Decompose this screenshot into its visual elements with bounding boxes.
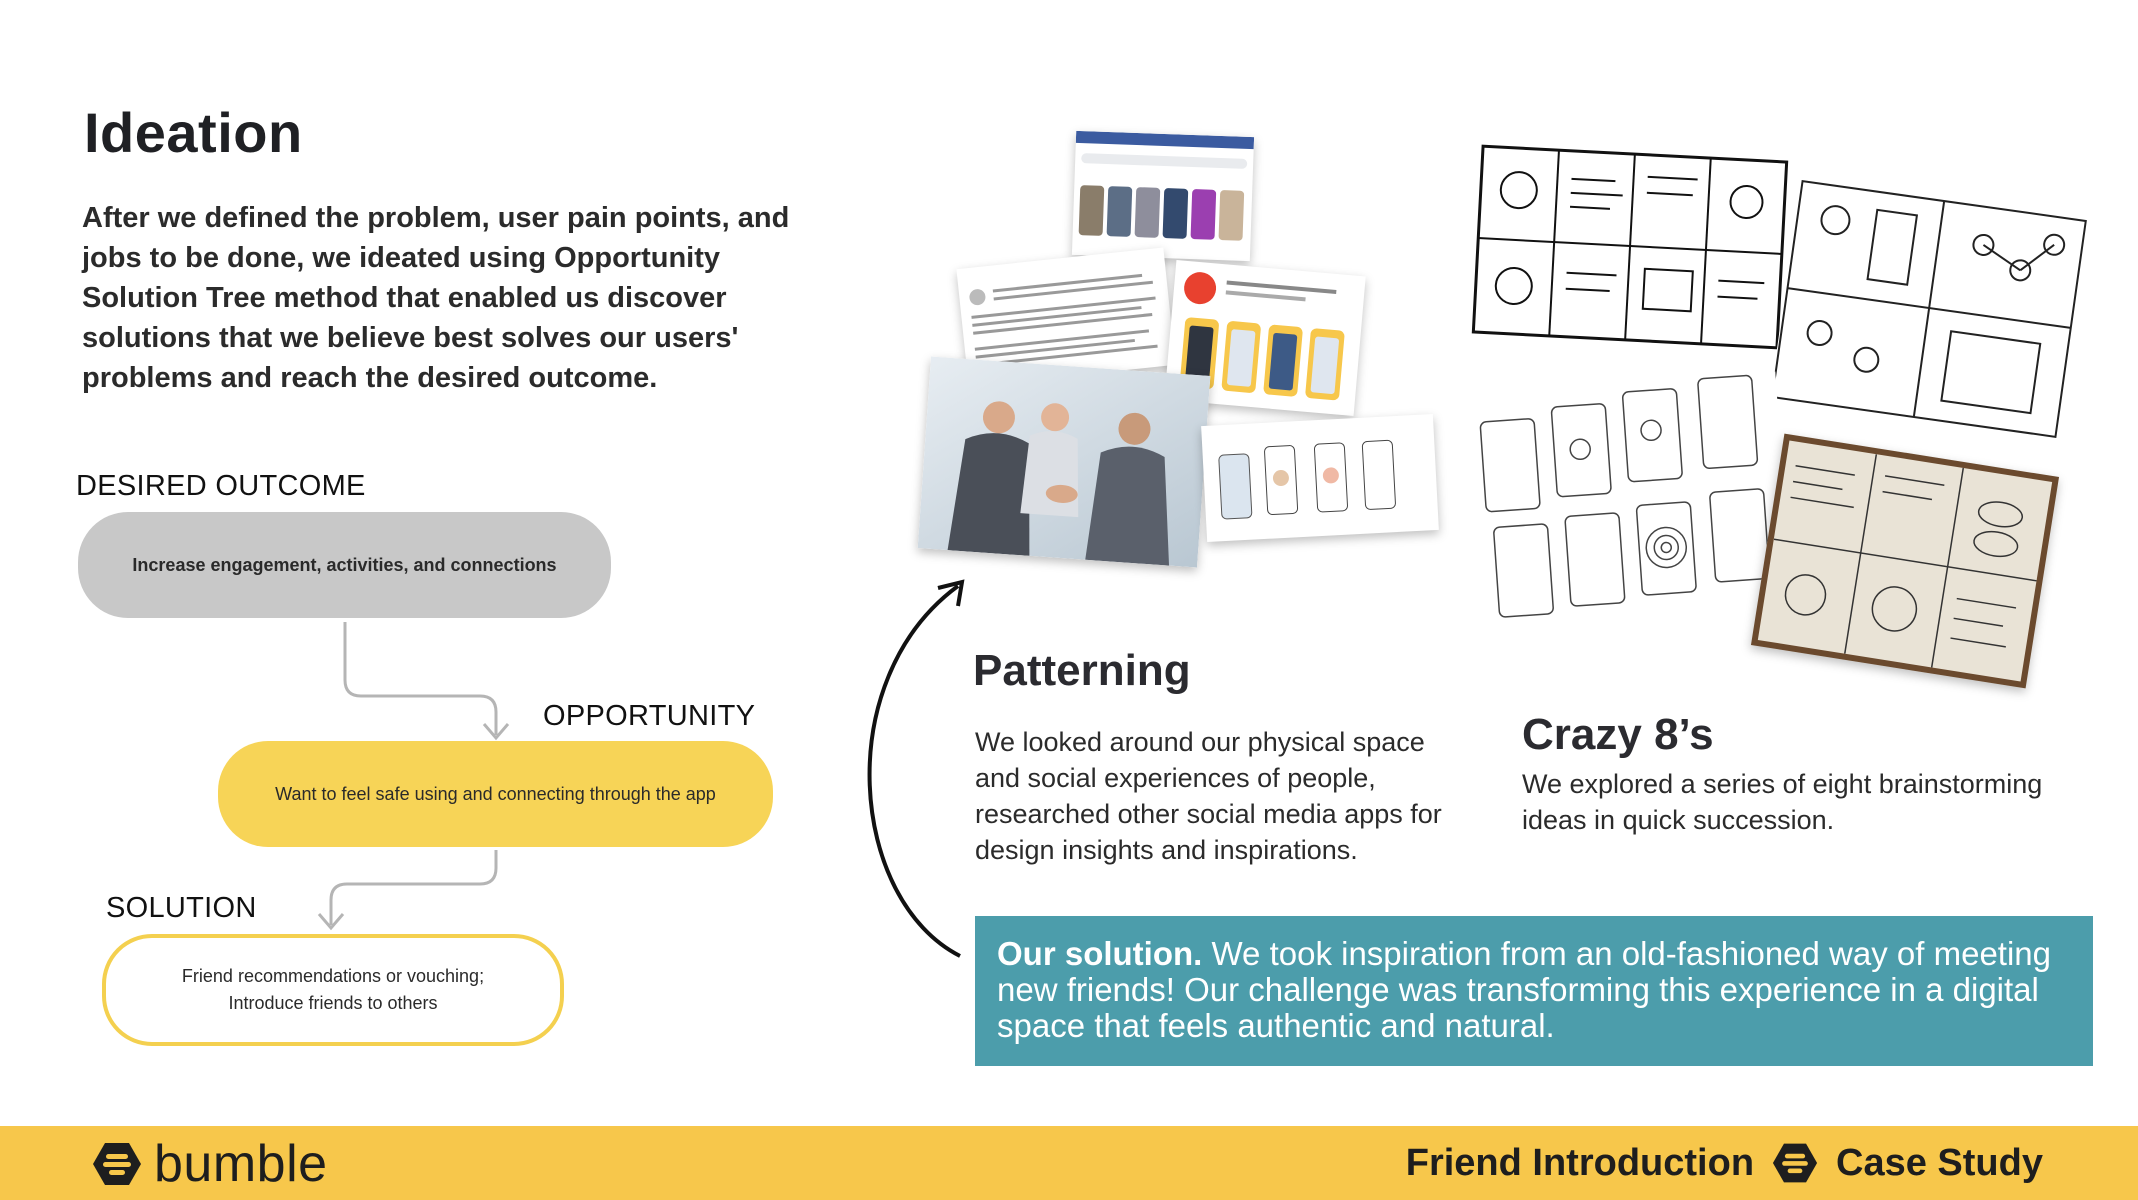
brand-name: bumble	[154, 1135, 328, 1193]
desired-outcome-text: Increase engagement, activities, and connections	[132, 554, 557, 575]
crazy8-heading: Crazy 8’s	[1522, 710, 1714, 759]
sketch-grid-image	[1471, 144, 1789, 350]
sketch-phones-image	[1466, 371, 1792, 632]
app-screens-image	[1201, 414, 1439, 542]
opportunity-text: Want to feel safe using and connecting through the app	[275, 783, 716, 804]
footer-bar	[0, 1126, 2138, 1200]
intro-paragraph: After we defined the problem, user pain points, and jobs to be done, we ideated using Opportunity Solution Tree method that enabled us discover solutions that we believe best solves our users' problems and reach the desired outcome.	[82, 202, 790, 394]
business-handshake-photo	[918, 356, 1211, 567]
footer-project-title	[1406, 1140, 2043, 1186]
desired-outcome-node	[78, 512, 611, 618]
bumble-hexagon-icon	[1772, 1140, 1818, 1186]
app-screens-screenshot	[1201, 414, 1439, 542]
bumble-hexagon-icon	[92, 1139, 142, 1189]
brand-logo	[92, 1134, 328, 1194]
crazy8-sketch-4	[1751, 434, 2059, 689]
solution-label: SOLUTION	[106, 892, 257, 924]
opportunity-label: OPPORTUNITY	[543, 700, 756, 732]
crazy8-description: We explored a series of eight brainstorming ideas in quick succession.	[1522, 769, 2043, 835]
sketch-paper-image	[1758, 440, 2052, 681]
footer-case-study: Case Study	[1836, 1141, 2043, 1184]
solution-callout-lead: Our solution.	[997, 935, 1203, 972]
patterning-description: We looked around our physical space and social experiences of people, researched other social media apps for design insights and inspirations.	[975, 727, 1442, 865]
page-title: Ideation	[84, 101, 303, 164]
facebook-screenshot	[1072, 131, 1254, 261]
crazy8-sketch-2	[1770, 179, 2088, 439]
solution-text-line2: Introduce friends to others	[228, 993, 438, 1013]
crazy8-sketch-3	[1466, 371, 1792, 632]
opportunity-node	[218, 741, 773, 847]
crazy8-sketch-1	[1471, 144, 1789, 350]
patterning-heading: Patterning	[973, 646, 1191, 695]
footer-project-name: Friend Introduction	[1405, 1141, 1755, 1184]
solution-text-line1: Friend recommendations or vouching;	[181, 966, 485, 986]
handshake-photo-image	[918, 356, 1211, 567]
app-screenshot-image	[1072, 131, 1254, 261]
solution-callout-text: We took inspiration from an old-fashioned way of meeting new friends! Our challenge was transforming this experience in a digital space that feels authentic and natural.	[997, 935, 2051, 1044]
desired-outcome-label: DESIRED OUTCOME	[76, 470, 366, 502]
solution-callout	[975, 916, 2093, 1066]
sketch-network-image	[1770, 179, 2088, 439]
solution-node	[102, 934, 564, 1046]
